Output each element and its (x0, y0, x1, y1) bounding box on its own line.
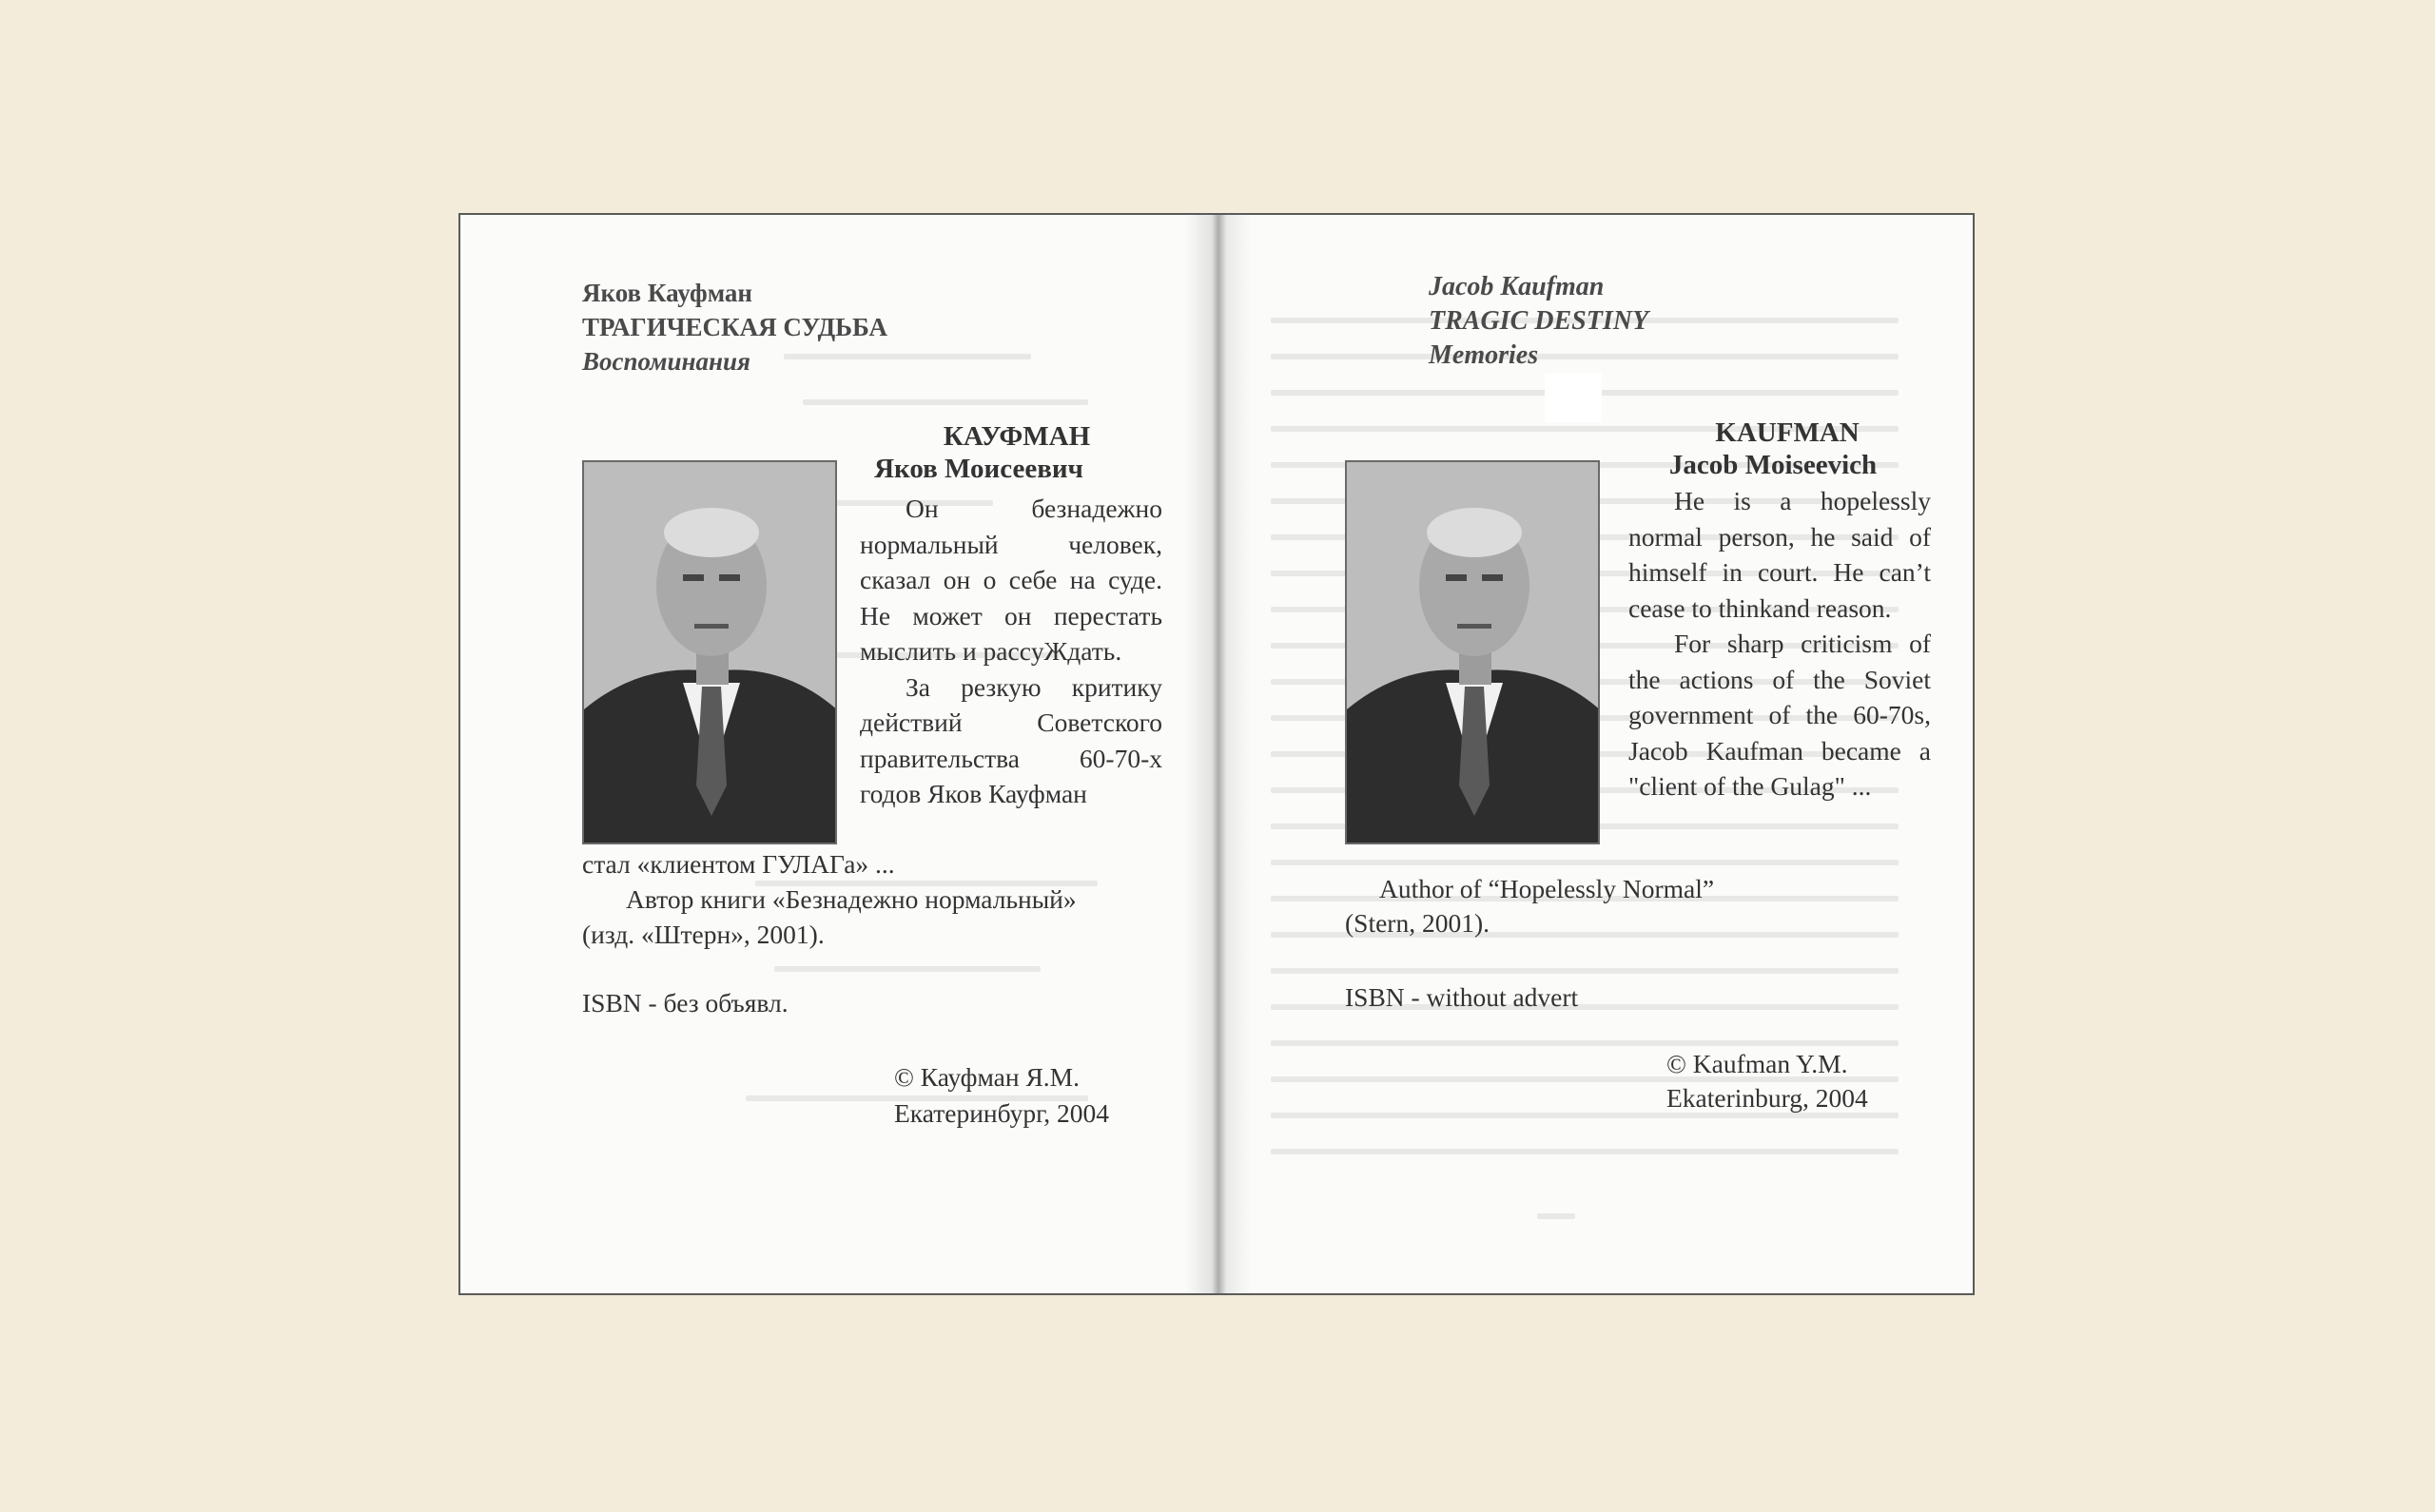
isbn-note: ISBN - без объявл. (582, 988, 789, 1018)
portrait-image (1347, 462, 1600, 844)
author-portrait (1345, 460, 1600, 844)
left-page (460, 215, 1214, 1293)
show-through-line (1271, 1149, 1899, 1154)
show-through-line (1271, 860, 1899, 865)
author-name: Яков Кауфман (582, 279, 752, 307)
show-through-line (1537, 1213, 1575, 1219)
right-page (1214, 215, 1975, 1293)
book-credit-line-1: Автор книги «Безнадежно нормальный» (626, 884, 1077, 914)
book-title: ТРАГИЧЕСКАЯ СУДЬБА (582, 313, 888, 341)
biography-paragraph-1: He is a hopelessly normal person, he said of himself in court. He can’t cease to thinkand reason. (1628, 486, 1931, 623)
copyright-notice: © Кауфман Я.М. (894, 1062, 1080, 1092)
book-spread (458, 213, 1975, 1295)
author-portrait (582, 460, 837, 844)
book-credit-line-1: Author of “Hopelessly Normal” (1379, 874, 1715, 903)
book-subtitle: Воспоминания (582, 347, 750, 376)
book-credit-line-2: (Stern, 2001). (1345, 908, 1490, 938)
book-title: TRAGIC DESTINY (1429, 306, 1649, 336)
isbn-note: ISBN - without advert (1345, 982, 1579, 1012)
book-credit-line-2: (изд. «Штерн», 2001). (582, 920, 825, 949)
biography-tail: стал «клиентом ГУЛАГа» ... (582, 849, 895, 879)
book-subtitle: Memories (1429, 340, 1539, 370)
biography-paragraph-1: Он безнадежно нормальный человек, сказал он о себе на суде. Не может он перестать мыслить и расcуЖдать. (860, 494, 1162, 666)
biography-text (1628, 483, 1931, 804)
scan-blank-patch (1545, 373, 1602, 422)
show-through-line (803, 399, 1088, 405)
show-through-line (1271, 968, 1899, 974)
portrait-image (584, 462, 837, 844)
surname-heading: KAUFMAN (1715, 417, 1860, 448)
biography-paragraph-2: For sharp criticism of the actions of the Soviet government of the 60-70s, Jacob Kaufman became a "client of the Gulag" ... (1628, 629, 1931, 801)
show-through-line (774, 966, 1041, 972)
publication-place-year: Екатеринбург, 2004 (894, 1098, 1110, 1128)
show-through-line (1271, 354, 1899, 359)
publication-place-year: Ekaterinburg, 2004 (1666, 1083, 1868, 1113)
author-name: Jacob Kaufman (1429, 272, 1605, 301)
show-through-line (784, 354, 1031, 359)
given-names-heading: Яков Моисеевич (874, 454, 1083, 484)
given-names-heading: Jacob Moiseevich (1668, 450, 1878, 480)
surname-heading: КАУФМАН (943, 421, 1091, 452)
copyright-notice: © Kaufman Y.M. (1666, 1049, 1848, 1078)
biography-paragraph-2: За резкую критику действий Советского правительства 60-70-х годов Яков Кауфман (860, 671, 1162, 808)
biography-text (860, 491, 1162, 812)
